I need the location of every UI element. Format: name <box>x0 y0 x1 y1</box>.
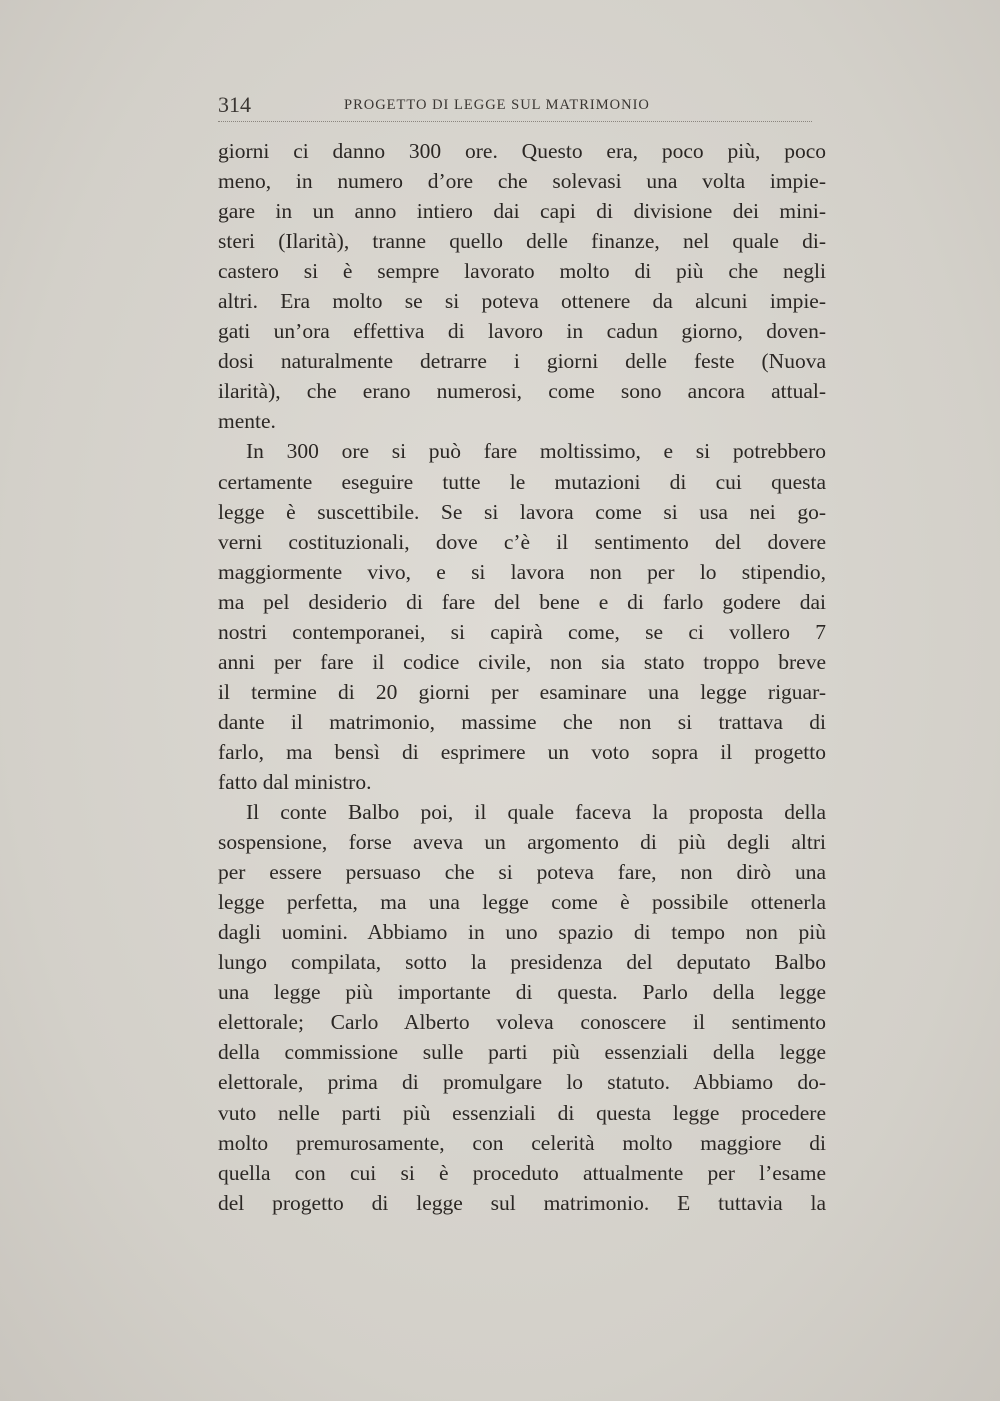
text-line: anni per fare il codice civile, non sia stato troppo breve <box>218 649 826 674</box>
text-line: farlo, ma bensì di esprimere un voto sopra il progetto <box>218 739 826 764</box>
text-line: ilarità), che erano numerosi, come sono ancora attual- <box>218 379 826 404</box>
text-line: maggiormente vivo, e si lavora non per lo stipendio, <box>218 559 826 584</box>
text-line: molto premurosamente, con celerità molto maggiore di <box>218 1130 826 1155</box>
text-line: castero si è sempre lavorato molto di più che negli <box>218 259 826 284</box>
text-line: gati un’ora effettiva di lavoro in cadun giorno, doven- <box>218 319 826 344</box>
text-line: il termine di 20 giorni per esaminare una legge riguar- <box>218 679 826 704</box>
text-line: ma pel desiderio di fare del bene e di farlo godere dai <box>218 589 826 614</box>
text-line: gare in un anno intiero dai capi di divisione dei mini- <box>218 199 826 224</box>
text-line: dagli uomini. Abbiamo in uno spazio di tempo non più <box>218 920 826 945</box>
text-line: mente. <box>218 409 276 434</box>
text-line: nostri contemporanei, si capirà come, se ci vollero 7 <box>218 619 826 644</box>
text-line: lungo compilata, sotto la presidenza del deputato Balbo <box>218 950 826 975</box>
text-line: quella con cui si è proceduto attualmente per l’esame <box>218 1160 826 1185</box>
running-title: PROGETTO DI LEGGE SUL MATRIMONIO <box>344 97 650 113</box>
text-line: dosi naturalmente detrarre i giorni delle feste (Nuova <box>218 349 826 374</box>
text-line: dante il matrimonio, massime che non si trattava di <box>218 709 826 734</box>
text-line: della commissione sulle parti più essenziali della legge <box>218 1040 826 1065</box>
text-line: una legge più importante di questa. Parlo della legge <box>218 980 826 1005</box>
text-line: fatto dal ministro. <box>218 769 372 794</box>
text-line: giorni ci danno 300 ore. Questo era, poco più, poco <box>218 139 826 163</box>
text-line: vuto nelle parti più essenziali di questa legge procedere <box>218 1100 826 1125</box>
text-line: In 300 ore si può fare moltissimo, e si potrebbero <box>246 439 826 464</box>
header-divider <box>218 121 812 122</box>
text-line: meno, in numero d’ore che solevasi una volta impie- <box>218 169 826 194</box>
body-text <box>218 136 826 1218</box>
page-header <box>218 92 812 120</box>
text-line: certamente eseguire tutte le mutazioni di cui questa <box>218 469 826 494</box>
text-line: elettorale, prima di promulgare lo statuto. Abbiamo do- <box>218 1070 826 1095</box>
text-line: del progetto di legge sul matrimonio. E tuttavia la <box>218 1190 826 1215</box>
text-line: legge è suscettibile. Se si lavora come si usa nei go- <box>218 499 826 524</box>
text-line: legge perfetta, ma una legge come è possibile ottenerla <box>218 890 826 915</box>
text-line: elettorale; Carlo Alberto voleva conoscere il sentimento <box>218 1010 826 1035</box>
page-number: 314 <box>218 92 251 117</box>
text-line: Il conte Balbo poi, il quale faceva la proposta della <box>246 800 826 825</box>
text-line: altri. Era molto se si poteva ottenere da alcuni impie- <box>218 289 826 314</box>
text-line: sospensione, forse aveva un argomento di più degli altri <box>218 830 826 855</box>
text-line: steri (Ilarità), tranne quello delle finanze, nel quale di- <box>218 229 826 254</box>
text-line: verni costituzionali, dove c’è il sentimento del dovere <box>218 529 826 554</box>
text-line: per essere persuaso che si poteva fare, non dirò una <box>218 860 826 885</box>
